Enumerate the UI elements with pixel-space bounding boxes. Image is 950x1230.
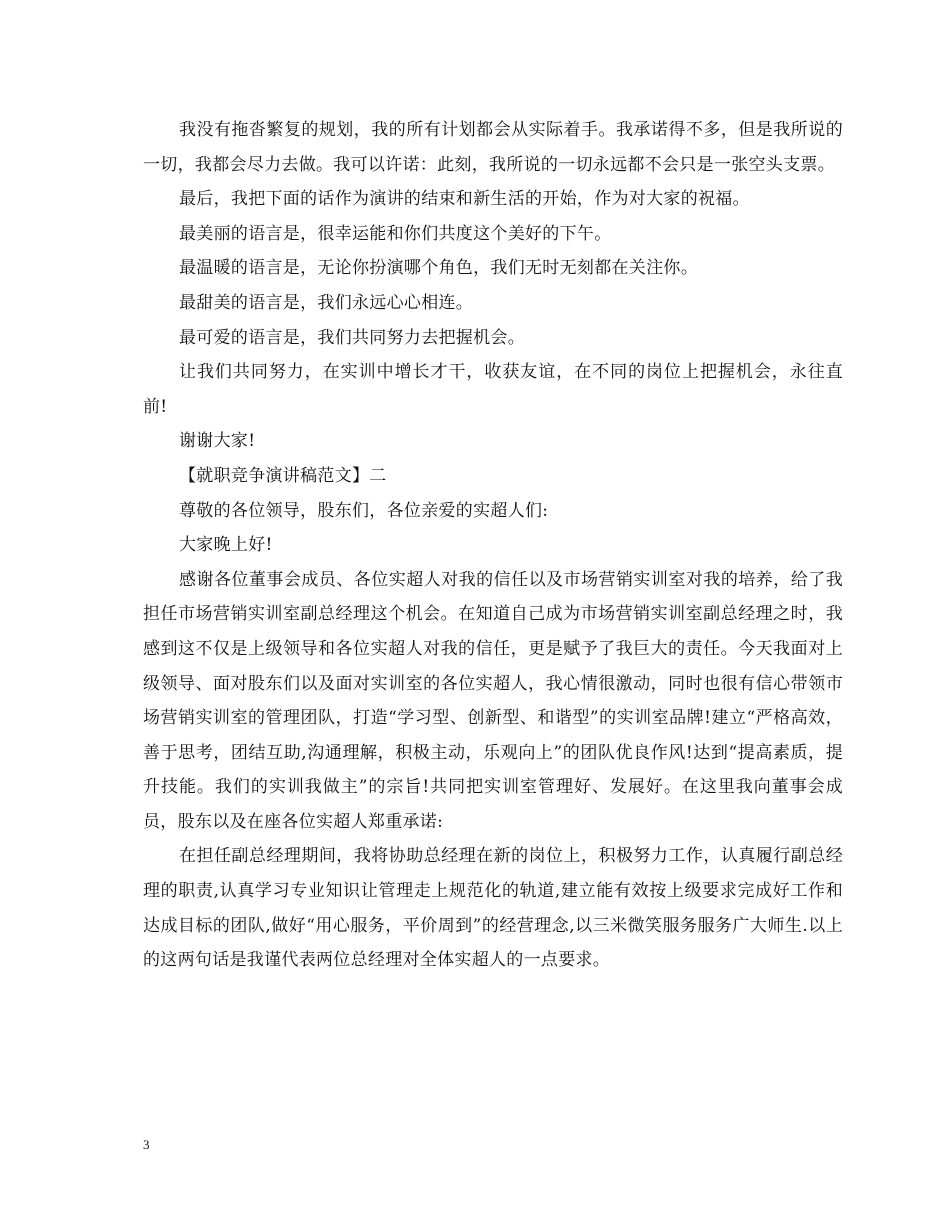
section-heading: 【就职竞争演讲稿范文】二 — [179, 465, 387, 486]
paragraph: 最后，我把下面的话作为演讲的结束和新生活的开始，作为对大家的祝福。 — [179, 189, 750, 210]
paragraph: 最美丽的语言是，很幸运能和你们共度这个美好的下午。 — [179, 223, 612, 244]
paragraph: 最温暖的语言是，无论你扮演哪个角色，我们无时无刻都在关注你。 — [179, 258, 698, 279]
paragraph: 我没有拖沓繁复的规划，我的所有计划都会从实际着手。我承诺得不多，但是我所说的一切，我都会尽力去做。我可以许诺：此刻，我所说的一切永远都不会只是一张空头支票。 — [143, 120, 843, 175]
paragraph: 让我们共同努力，在实训中增长才干，收获友谊，在不同的岗位上把握机会，永往直前! — [143, 362, 843, 417]
salutation: 尊敬的各位领导，股东们，各位亲爱的实超人们: — [179, 500, 549, 521]
paragraph: 在担任副总经理期间，我将协助总经理在新的岗位上，积极努力工作，认真履行副总经理的职责,认真学习专业知识让管理走上规范化的轨道,建立能有效按上级要求完成好工作和达成目标的团队,做好“用心服务，平价周到”的经营理念,以三米微笑服务服务广大师生.以上的这两句话是我谨代表两位总经理对全体实超人的一点要求。 — [143, 846, 843, 971]
greeting: 大家晚上好! — [179, 535, 273, 556]
paragraph: 谢谢大家! — [179, 431, 256, 452]
document-body — [143, 113, 843, 978]
paragraph: 最甜美的语言是，我们永远心心相连。 — [179, 292, 474, 313]
paragraph: 感谢各位董事会成员、各位实超人对我的信任以及市场营销实训室对我的培养，给了我担任市场营销实训室副总经理这个机会。在知道自己成为市场营销实训室副总经理之时，我感到这不仅是上级领导和各位实超人对我的信任，更是赋予了我巨大的责任。今天我面对上级领导、面对股东们以及面对实训室的各位实超人，我心情很激动，同时也很有信心带领市场营销实训室的管理团队，打造“学习型、创新型、和谐型”的实训室品牌!建立“严格高效，善于思考，团结互助,沟通理解，积极主动，乐观向上”的团队优良作风!达到“提高素质，提升技能。我们的实训我做主”的宗旨!共同把实训室管理好、发展好。在这里我向董事会成员，股东以及在座各位实超人郑重承诺: — [143, 569, 843, 832]
paragraph: 最可爱的语言是，我们共同努力去把握机会。 — [179, 327, 525, 348]
page-number: 3 — [143, 1137, 150, 1152]
